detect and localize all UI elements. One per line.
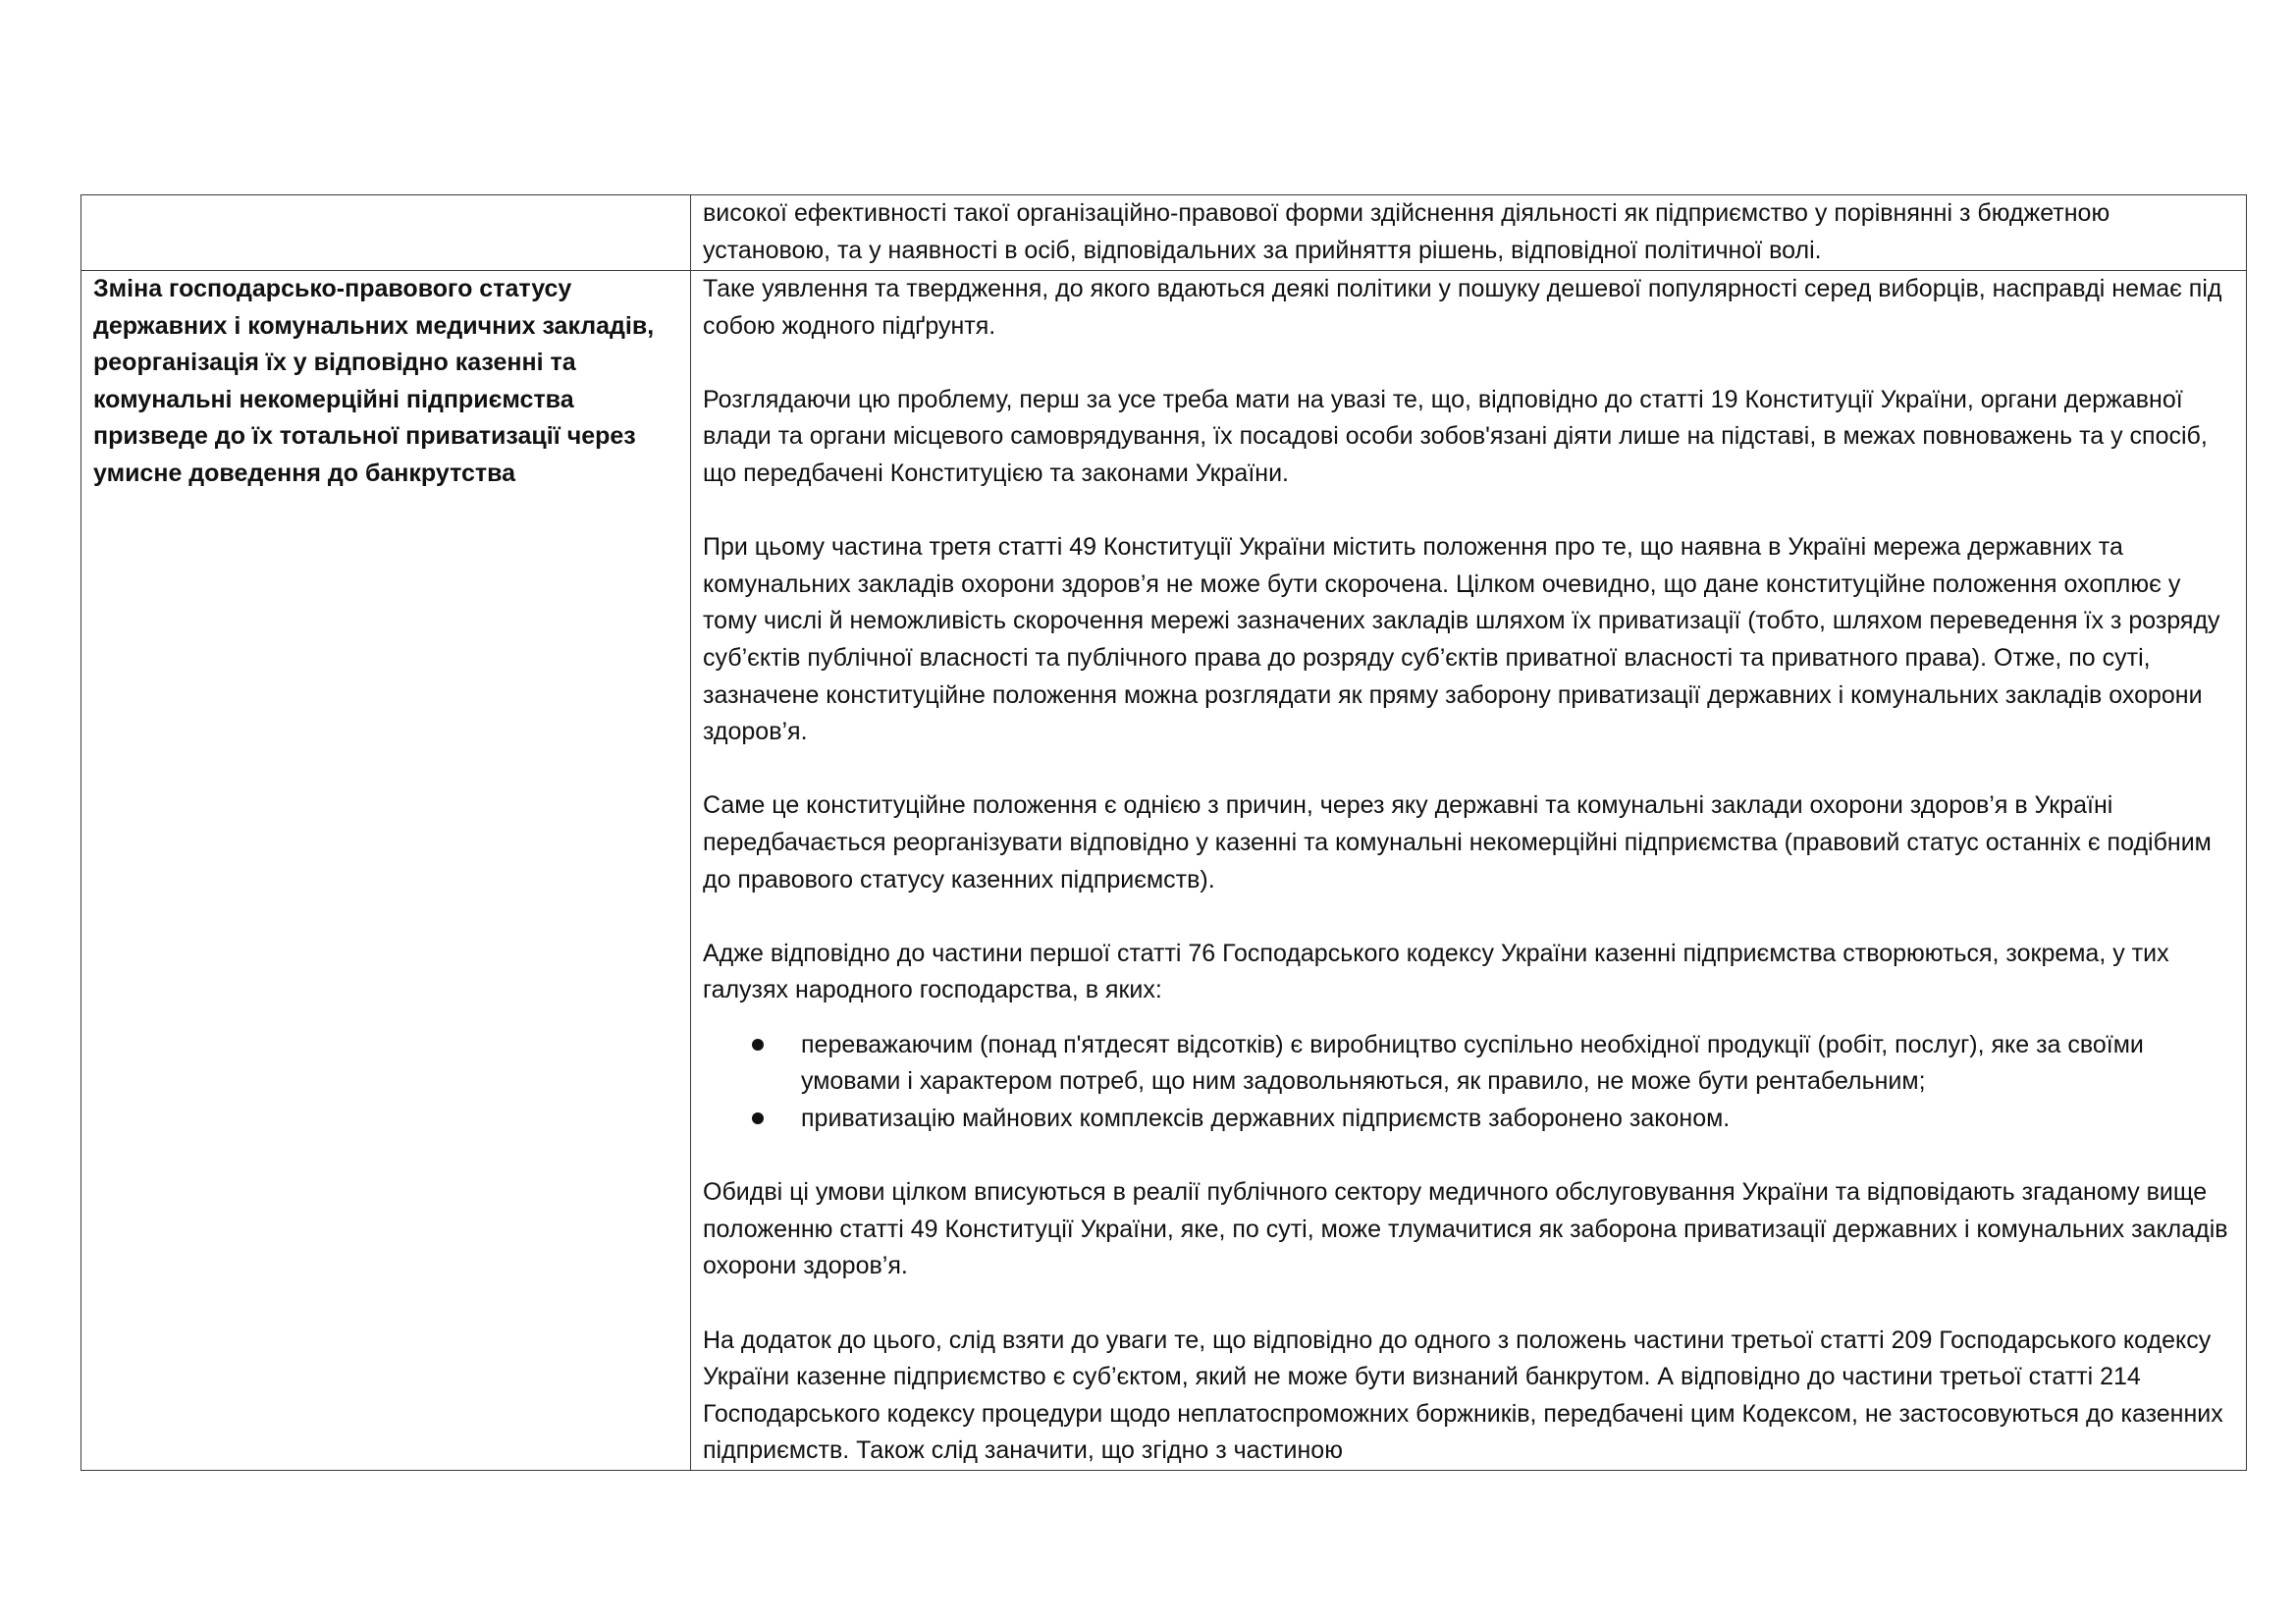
list-item [703, 1027, 2234, 1101]
paragraph: Розглядаючи цю проблему, перш за усе треба мати на увазі те, що, відповідно до статті 19 Конституції України, органи державної влади та органи місцевого самоврядування, їх посадові особи зобов'язані діяти лише на підставі, в межах повноважень та у спосіб, що передбачені Конституцією та законами України. [703, 385, 2208, 487]
row2-right-cell [691, 271, 2247, 1471]
paragraph: Таке уявлення та твердження, до якого вдаються деякі політики у пошуку дешевої популярності серед виборців, насправді немає під собою жодного підґрунтя. [703, 275, 2222, 340]
document-table [80, 194, 2247, 1471]
paragraph: Саме це конституційне положення є однією з причин, через яку державні та комунальні заклади охорони здоров’я в Україні передбачається реорганізувати відповідно у казенні та комунальні некомерційні підприємства (правовий статус останніх є подібним до правового статусу казенних підприємств). [703, 791, 2212, 893]
list-item [703, 1101, 2234, 1138]
paragraph: Обидві ці умови цілком вписуються в реалії публічного сектору медичного обслуговування України та відповідають згаданому вище положенню статті 49 Конституції України, яке, по суті, може тлумачитися як заборона приватизації державних і комунальних закладів охорони здоров’я. [703, 1178, 2228, 1280]
bullet-icon [752, 1039, 764, 1051]
bullet-list [703, 1027, 2234, 1138]
table-row [81, 195, 2247, 271]
row1-left-cell [81, 195, 691, 271]
row1-right-cell: високої ефективності такої організаційно-правової форми здійснення діяльності як підприємство у порівнянні з бюджетною установою, та у наявності в осіб, відповідальних за прийняття рішень, відповідної політичної волі. [691, 195, 2247, 271]
list-item-text: переважаючим (понад п'ятдесят відсотків) є виробництво суспільно необхідної продукції (робіт, послуг), яке за своїми умовами і характером потреб, що ним задовольняються, як правило, не може бути рентабельним; [801, 1030, 2144, 1096]
paragraph: Адже відповідно до частини першої статті 76 Господарського кодексу України казенні підприємства створюються, зокрема, у тих галузях народного господарства, в яких: [703, 939, 2169, 1004]
list-item-text: приватизацію майнових комплексів державних підприємств заборонено законом. [801, 1105, 1731, 1133]
row-heading: Зміна господарсько-правового статусу державних і комунальних медичних закладів, реорганізація їх у відповідно казенні та комунальні некомерційні підприємства призведе до їх тотальної приватизації через умисне доведення до банкрутства [81, 271, 691, 1471]
paragraph: На додаток до цього, слід взяти до уваги те, що відповідно до одного з положень частини третьої статті 209 Господарського кодексу України казенне підприємство є суб’єктом, який не може бути визнаний банкрутом. А відповідно до частини третьої статті 214 Господарського кодексу процедури щодо неплатоспроможних боржників, передбачені цим Кодексом, не застосовуються до казенних підприємств. Також слід заначити, що згідно з частиною [703, 1326, 2223, 1465]
bullet-icon [752, 1112, 764, 1124]
paragraph: При цьому частина третя статті 49 Конституції України містить положення про те, що наявна в Україні мережа державних та комунальних закладів охорони здоров’я не може бути скорочена. Цілком очевидно, що дане конституційне положення охоплює у тому числі й неможливість скорочення мережі зазначених закладів шляхом їх приватизації (тобто, шляхом переведення їх з розряду суб’єктів публічної власності та публічного права до розряду суб’єктів приватної власності та приватного права). Отже, по суті, зазначене конституційне положення можна розглядати як пряму заборону приватизації державних і комунальних закладів охорони здоров’я. [703, 533, 2220, 746]
table-row [81, 271, 2247, 1471]
